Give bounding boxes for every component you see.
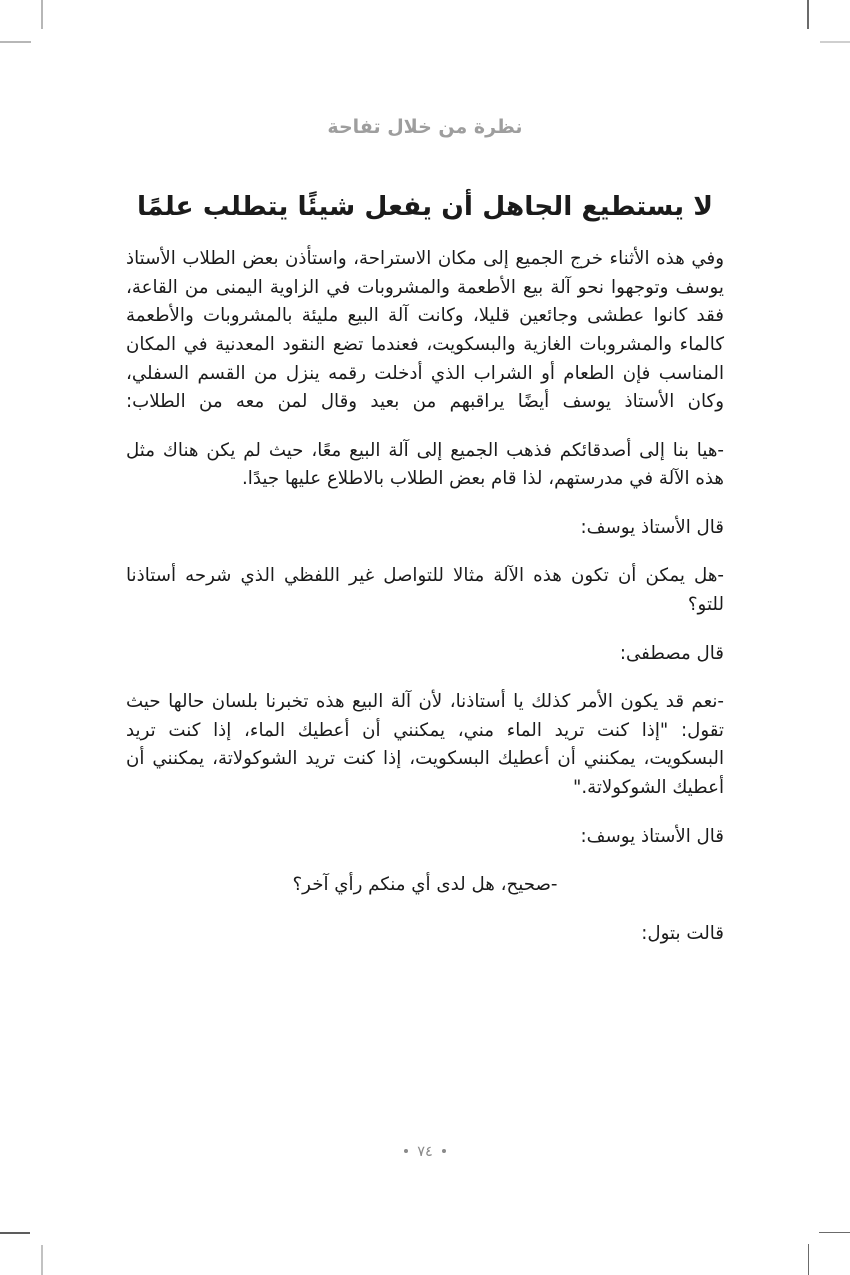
speaker-label-4: قالت بتول: <box>641 922 724 944</box>
crop-mark-top-right-horizontal <box>820 41 850 43</box>
dialogue-line-2: -هل يمكن أن تكون هذه الآلة مثالا للتواصل غير اللفظي الذي شرحه أستاذنا للتو؟ <box>126 565 724 616</box>
chapter-title: لا يستطيع الجاهل أن يفعل شيئًا يتطلب علمًا <box>137 191 713 222</box>
dialogue-line-4: -صحيح، هل لدى أي منكم رأي آخر؟ <box>292 874 558 896</box>
crop-mark-top-right-vertical <box>807 0 809 29</box>
dialogue-line-3: -نعم قد يكون الأمر كذلك يا أستاذنا، لأن آلة البيع هذه تخبرنا بلسان حالها حيث تقول: "إذا كنت تريد الماء مني، يمكنني أن أعطيك الماء، إذا كنت تريد البسكويت، يمكنني أن أعطيك البسكويت، إذا كنت تريد الشوكولاتة، يمكنني أن أعطيك الشوكولاتة." <box>126 691 724 799</box>
folio-dot-start <box>442 1149 446 1153</box>
paragraph-intro: وفي هذه الأثناء خرج الجميع إلى مكان الاستراحة، واستأذن بعض الطلاب الأستاذ يوسف وتوجهوا نحو آلة بيع الأطعمة والمشروبات في الزاوية اليمنى من القاعة، فقد كانوا عطشى وجائعين قليلا، وكانت آلة البيع مليئة بالمشروبات والأطعمة كالماء والمشروبات الغازية والبسكويت، فعندما تضع النقود المعدنية في المكان المناسب فإن الطعام أو الشراب الذي أدخلت رقمه ينزل من القسم السفلي، وكان الأستاذ يوسف أيضًا يراقبهم من بعيد وقال لمن معه من الطلاب: <box>126 248 724 413</box>
crop-mark-bottom-right-vertical <box>808 1244 809 1275</box>
dialogue-line-1: -هيا بنا إلى أصدقائكم فذهب الجميع إلى آلة البيع معًا، حيث لم يكن هناك مثل هذه الآلة في مدرستهم، لذا قام بعض الطلاب بالاطلاع عليها جيدًا. <box>126 439 724 490</box>
speaker-label-2: قال مصطفى: <box>619 642 724 664</box>
page-number: ٧٤ <box>417 1144 433 1160</box>
crop-mark-bottom-right-horizontal <box>819 1232 850 1233</box>
page-folio <box>0 1144 850 1160</box>
crop-mark-bottom-left-horizontal <box>0 1232 30 1234</box>
crop-mark-bottom-left-vertical <box>41 1245 43 1275</box>
crop-mark-top-left-vertical <box>41 0 43 29</box>
folio-dot-end <box>404 1149 408 1153</box>
crop-mark-top-left-horizontal <box>0 41 31 43</box>
running-header: نظرة من خلال تفاحة <box>327 116 523 138</box>
speaker-label-3: قال الأستاذ يوسف: <box>580 825 724 847</box>
body-text-column <box>126 190 724 968</box>
speaker-label-1: قال الأستاذ يوسف: <box>580 516 724 538</box>
